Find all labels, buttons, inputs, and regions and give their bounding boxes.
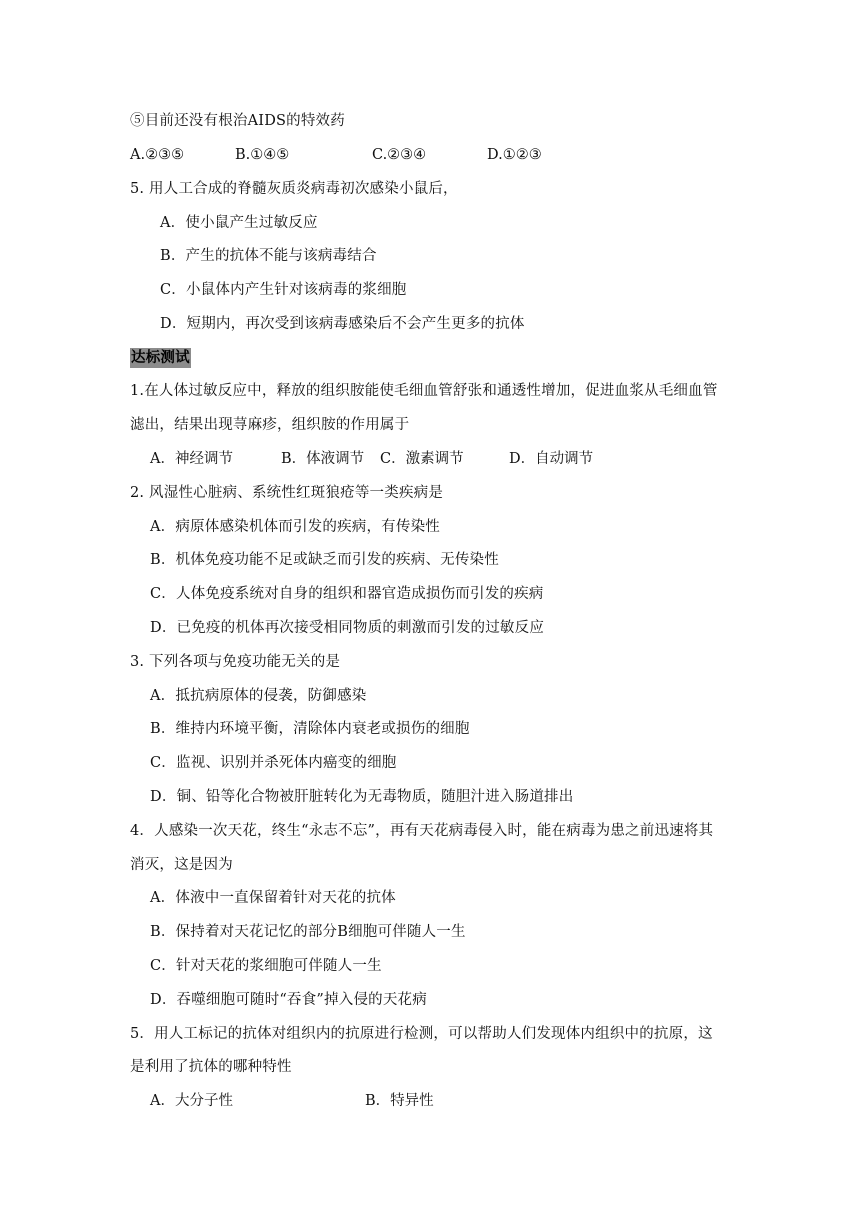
q3-option-a: A．抵抗病原体的侵袭，防御感染	[150, 688, 367, 704]
q4-option-a: A．体液中一直保留着针对天花的抗体	[150, 890, 396, 906]
q3-option-b: B．维持内环境平衡，清除体内衰老或损伤的细胞	[150, 721, 470, 737]
statement-5: ⑤目前还没有根治AIDS的特效药	[130, 113, 345, 129]
q1-line-1: 1.在人体过敏反应中，释放的组织胺能使毛细血管舒张和通透性增加，促进血浆从毛细血管	[130, 383, 718, 399]
q5-line-2: 是利用了抗体的哪种特性	[130, 1059, 292, 1075]
prev-option-a: A.②③⑤	[130, 147, 185, 163]
q4-line-2: 消灭，这是因为	[130, 857, 233, 873]
q5-option-b: B．特异性	[365, 1093, 434, 1109]
q5-line-1: 5．用人工标记的抗体对组织内的抗原进行检测，可以帮助人们发现体内组织中的抗原，这	[130, 1026, 713, 1042]
section-title: 达标测试	[131, 349, 190, 366]
q4-option-b: B．保持着对天花记忆的部分B细胞可伴随人一生	[150, 924, 466, 940]
q4-option-d: D．吞噬细胞可随时“吞食”掉入侵的天花病	[150, 992, 427, 1008]
q1-option-c: C．激素调节	[380, 451, 464, 467]
q4-option-c: C．针对天花的浆细胞可伴随人一生	[150, 958, 382, 974]
q2-option-a: A．病原体感染机体而引发的疾病，有传染性	[150, 519, 440, 535]
q3-option-d: D．铜、铅等化合物被肝脏转化为无毒物质，随胆汁进入肠道排出	[150, 789, 574, 805]
q5-option-a: A．大分子性	[150, 1093, 233, 1109]
q5-prev-option-d: D．短期内，再次受到该病毒感染后不会产生更多的抗体	[160, 316, 525, 332]
q5-prev-option-a: A．使小鼠产生过敏反应	[160, 215, 318, 231]
q2-option-b: B．机体免疫功能不足或缺乏而引发的疾病、无传染性	[150, 552, 499, 568]
prev-option-d: D.①②③	[487, 147, 542, 163]
q5-prev-option-c: C．小鼠体内产生针对该病毒的浆细胞	[160, 282, 407, 298]
q2-option-c: C．人体免疫系统对自身的组织和器官造成损伤而引发的疾病	[150, 586, 544, 602]
q1-option-a: A．神经调节	[150, 451, 233, 467]
q2-option-d: D．已免疫的机体再次接受相同物质的刺激而引发的过敏反应	[150, 620, 545, 636]
prev-option-c: C.②③④	[372, 147, 427, 163]
q1-option-d: D．自动调节	[509, 451, 594, 467]
q5-prev-option-b: B．产生的抗体不能与该病毒结合	[160, 248, 377, 264]
q4-line-1: 4．人感染一次天花，终生“永志不忘”，再有天花病毒侵入时，能在病毒为患之前迅速将其	[130, 823, 714, 839]
q1-option-b: B．体液调节	[281, 451, 365, 467]
q5-prev-stem: 5. 用人工合成的脊髓灰质炎病毒初次感染小鼠后，	[130, 181, 458, 197]
q1-line-2: 滤出，结果出现荨麻疹，组织胺的作用属于	[130, 417, 410, 433]
q2-stem: 2. 风湿性心脏病、系统性红斑狼疮等一类疾病是	[130, 485, 444, 501]
prev-option-b: B.①④⑤	[235, 147, 290, 163]
q3-option-c: C．监视、识别并杀死体内癌变的细胞	[150, 755, 397, 771]
q3-stem: 3. 下列各项与免疫功能无关的是	[130, 654, 341, 670]
